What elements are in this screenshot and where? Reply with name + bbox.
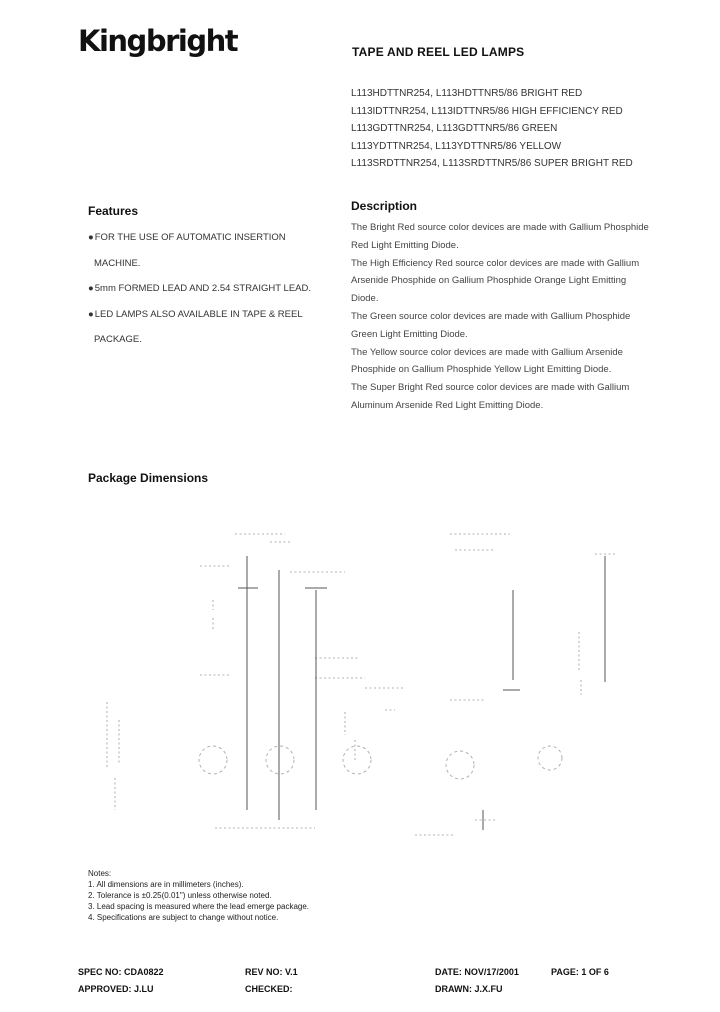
part-number-line: L113IDTTNR254, L113IDTTNR5/86 HIGH EFFICIENCY RED [351,105,623,117]
checked-by: CHECKED: [245,984,293,994]
footer-row [78,984,638,1001]
description-paragraph: The Bright Red source color devices are made with Gallium Phosphide Red Light Emitting Diode. [351,222,649,251]
note-item: 4. Specifications are subject to change without notice. [88,913,279,922]
approved-by: APPROVED: J.LU [78,984,154,994]
package-dimensions-heading: Package Dimensions [88,471,209,485]
description-paragraph: The Yellow source color devices are made with Gallium Arsenide Phosphide on Gallium Phosphide Yellow Light Emitting Diode. [351,346,623,376]
feature-item-continuation: PACKAGE. [94,334,142,345]
part-number-line: L113SRDTTNR254, L113SRDTTNR5/86 SUPER BRIGHT RED [351,158,633,170]
features-heading: Features [88,204,139,218]
package-dimensions-drawing [95,520,625,840]
kingbright-logo: Kingbright [78,24,238,58]
note-item: 3. Lead spacing is measured where the lead emerge package. [88,902,310,911]
footer-row [78,967,638,984]
bullet-icon: ● [88,283,94,294]
feature-item-continuation: MACHINE. [94,257,141,269]
footer [78,967,638,1001]
description-heading: Description [351,199,418,213]
part-number-line: L113YDTTNR254, L113YDTTNR5/86 YELLOW [351,140,562,152]
page-number: PAGE: 1 OF 6 [551,967,609,977]
faint-dimension-annotations [107,534,615,835]
part-number-line: L113HDTTNR254, L113HDTTNR5/86 BRIGHT RED [351,88,583,99]
features-list [88,232,311,360]
drawn-by: DRAWN: J.X.FU [435,984,503,994]
lead-lines [238,556,605,830]
description-paragraph: The Green source color devices are made with Gallium Phosphide Green Light Emitting Diode. [351,310,631,340]
feature-item: ●FOR THE USE OF AUTOMATIC INSERTION [88,232,286,243]
bullet-icon: ● [88,308,94,320]
feature-item: ●5mm FORMED LEAD AND 2.54 STRAIGHT LEAD. [88,283,312,294]
note-item: 1. All dimensions are in millimeters (inches). [88,880,244,889]
note-item: 2. Tolerance is ±0.25(0.01") unless otherwise noted. [88,891,272,900]
date: DATE: NOV/17/2001 [435,967,519,977]
bullet-icon: ● [88,232,94,243]
spec-number: SPEC NO: CDA0822 [78,967,164,977]
part-number-list [351,85,633,173]
lamp-outlines [199,746,562,779]
description-body [351,219,651,415]
feature-item: ●LED LAMPS ALSO AVAILABLE IN TAPE & REEL [88,308,303,320]
notes-section [88,868,309,923]
part-number-line: L113GDTTNR254, L113GDTTNR5/86 GREEN [351,123,558,135]
description-paragraph: The High Efficiency Red source color devices are made with Gallium Arsenide Phosphide on Gallium Phosphide Orange Light Emitting Diode. [351,257,640,305]
revision-number: REV NO: V.1 [245,967,298,977]
description-paragraph: The Super Bright Red source color devices are made with Gallium Aluminum Arsenide Red Light Emitting Diode. [351,382,630,411]
notes-heading: Notes: [88,869,112,878]
document-title: TAPE AND REEL LED LAMPS [352,45,525,59]
